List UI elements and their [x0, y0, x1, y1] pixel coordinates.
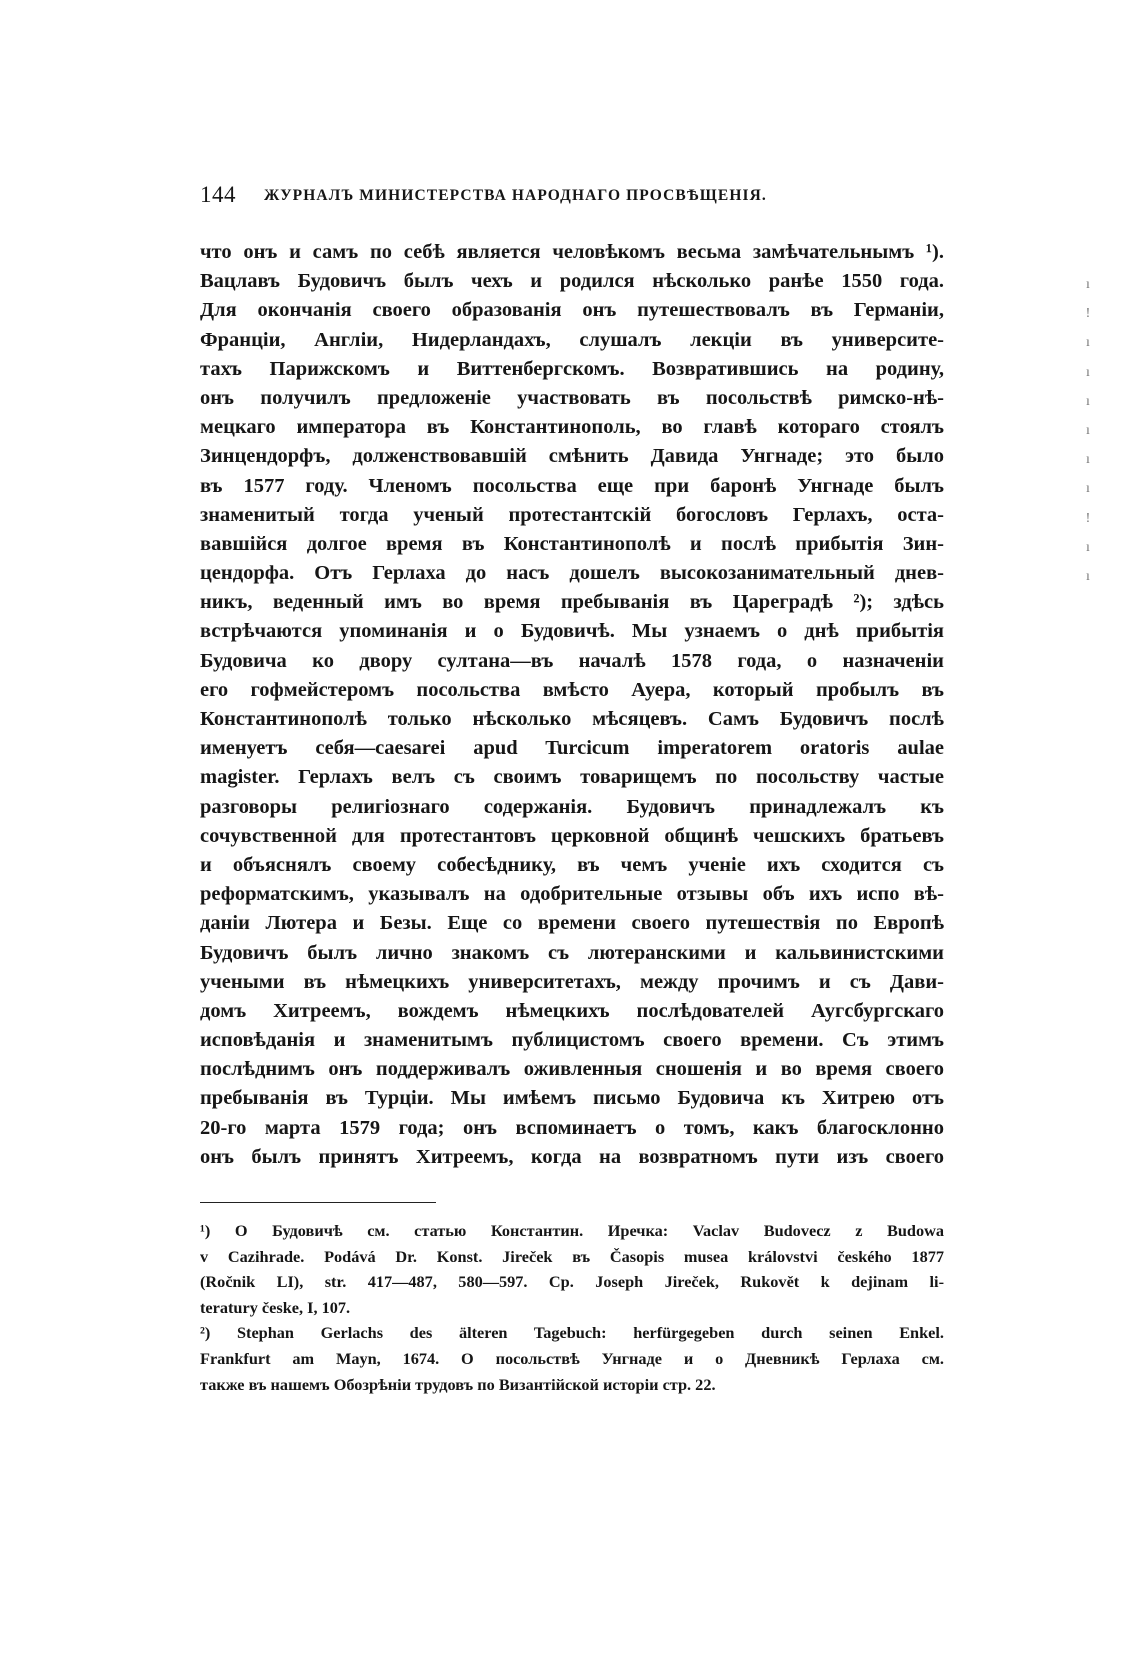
footnote-line: также въ нашемъ Обозрѣніи трудовъ по Византійской исторіи стр. 22. [200, 1374, 716, 1394]
body-line: Для окончанія своего образованія онъ путешествовалъ въ Германіи, [200, 299, 944, 322]
margin-mark: ! [1085, 306, 1091, 322]
footnotes [200, 1218, 944, 1397]
body-line: Вацлавъ Будовичъ былъ чехъ и родился нѣсколько ранѣе 1550 года. [200, 270, 944, 293]
body-line: учеными въ нѣмецкихъ университетахъ, между прочимъ и съ Дави- [200, 970, 944, 993]
body-line: тахъ Парижскомъ и Виттенбергскомъ. Возвратившись на родину, [200, 357, 944, 380]
body-line: что онъ и самъ по себѣ является человѣкомъ весьма замѣчательнымъ ¹). [200, 241, 944, 263]
body-line: magister. Герлахъ велъ съ своимъ товарищемъ по посольству частые [200, 766, 944, 789]
footnote-line: teratury česke, I, 107. [200, 1297, 351, 1317]
margin-mark: ı [1086, 277, 1090, 292]
body-line: вавшійся долгое время въ Константинополѣ и послѣ прибытія Зин- [200, 532, 944, 555]
body-line: цендорфа. Отъ Герлаха до насъ дошелъ высокозанимательный днев- [200, 562, 944, 585]
body-line: онъ получилъ предложеніе участвовать въ посольствѣ римско-нѣ- [200, 386, 944, 409]
body-line: мецкаго императора въ Константинополь, во главѣ котораго стоялъ [200, 416, 944, 439]
body-line: разговоры религіознаго содержанія. Будовичъ принадлежалъ къ [200, 795, 944, 818]
body-line: никъ, веденный имъ во время пребыванія въ Цареградѣ ²); здѣсь [200, 591, 944, 614]
body-line: Франціи, Англіи, Нидерландахъ, слушалъ лекціи въ университе- [200, 328, 944, 351]
footnote-line: v Cazihrade. Podává Dr. Konst. Jireček въ Časopis musea královstvi českého 1877 [200, 1246, 944, 1266]
margin-mark: ! [1085, 510, 1091, 526]
body-line: реформатскимъ, указывалъ на одобрительные отзывы объ ихъ испо вѣ- [200, 883, 944, 906]
footnote-divider [200, 1202, 436, 1203]
body-line: его гофмейстеромъ посольства вмѣсто Ауера, который пробылъ въ [200, 678, 944, 701]
body-line: въ 1577 году. Членомъ посольства еще при баронѣ Унгнаде былъ [200, 474, 944, 497]
footnote-line: (Ročnik LI), str. 417—487, 580—597. Ср. Joseph Jireček, Rukovět k dejinam li- [200, 1272, 944, 1292]
footnote-line: Frankfurt am Mayn, 1674. О посольствѣ Унгнаде и о Дневникѣ Герлаха см. [200, 1348, 944, 1368]
page-number: 144 [200, 182, 236, 207]
margin-mark: ı [1086, 335, 1090, 351]
page-header [200, 182, 920, 212]
margin-mark: ı [1086, 481, 1090, 497]
body-line: и объяснялъ своему собесѣднику, въ чемъ ученіе ихъ сходится съ [200, 853, 944, 876]
body-text [200, 238, 944, 1172]
body-line: сочувственной для протестантовъ церковной общинѣ чешскихъ братьевъ [200, 824, 944, 847]
running-head: ЖУРНАЛЪ МИНИСТЕРСТВА НАРОДНАГО ПРОСВѢЩЕНІЯ. [264, 187, 767, 204]
body-line: домъ Хитреемъ, вождемъ нѣмецкихъ послѣдователей Аугсбургскаго [200, 999, 944, 1022]
body-line: Константинополѣ только нѣсколько мѣсяцевъ. Самъ Будовичъ послѣ [200, 708, 944, 730]
body-line: знаменитый тогда ученый протестантскій богословъ Герлахъ, оста- [200, 503, 944, 526]
body-line: даніи Лютера и Безы. Еще со времени своего путешествія по Европѣ [200, 912, 944, 935]
body-line: Будовичъ былъ лично знакомъ съ лютеранскими и кальвинистскими [200, 941, 944, 964]
body-line: встрѣчаются упоминанія и о Будовичѣ. Мы узнаемъ о днѣ прибытія [200, 620, 944, 643]
margin-mark: ı [1086, 539, 1090, 555]
margin-marks [1082, 270, 1094, 591]
body-line: онъ былъ принятъ Хитреемъ, когда на возвратномъ пути изъ своего [200, 1145, 944, 1168]
footnote-line: ²) Stephan Gerlachs des älteren Tagebuch: herfürgegeben durch seinen Enkel. [200, 1323, 944, 1343]
margin-mark: ı [1086, 364, 1090, 380]
body-line: 20-го марта 1579 года; онъ вспоминаетъ о томъ, какъ благосклонно [200, 1116, 944, 1139]
body-line: исповѣданія и знаменитымъ публицистомъ своего времени. Съ этимъ [200, 1029, 944, 1052]
margin-mark: ı [1086, 422, 1090, 438]
body-line: именуетъ себя—caesarei apud Turcicum imperatorem oratoris aulae [200, 737, 944, 760]
body-line: послѣднимъ онъ поддерживалъ оживленныя сношенія и во время своего [200, 1058, 944, 1081]
margin-mark: ı [1086, 393, 1090, 409]
margin-mark: ı [1086, 452, 1090, 468]
body-line: Зинцендорфъ, долженствовавшій смѣнить Давида Унгнаде; это было [200, 445, 944, 468]
footnote-line: ¹) О Будовичѣ см. статью Константин. Иречка: Vaclav Budovecz z Budowa [200, 1221, 944, 1240]
margin-mark: ı [1086, 568, 1090, 584]
body-line: пребыванія въ Турціи. Мы имѣемъ письмо Будовича къ Хитрею отъ [200, 1087, 944, 1110]
body-line: Будовича ко двору султана—въ началѣ 1578 года, о назначеніи [200, 649, 944, 672]
